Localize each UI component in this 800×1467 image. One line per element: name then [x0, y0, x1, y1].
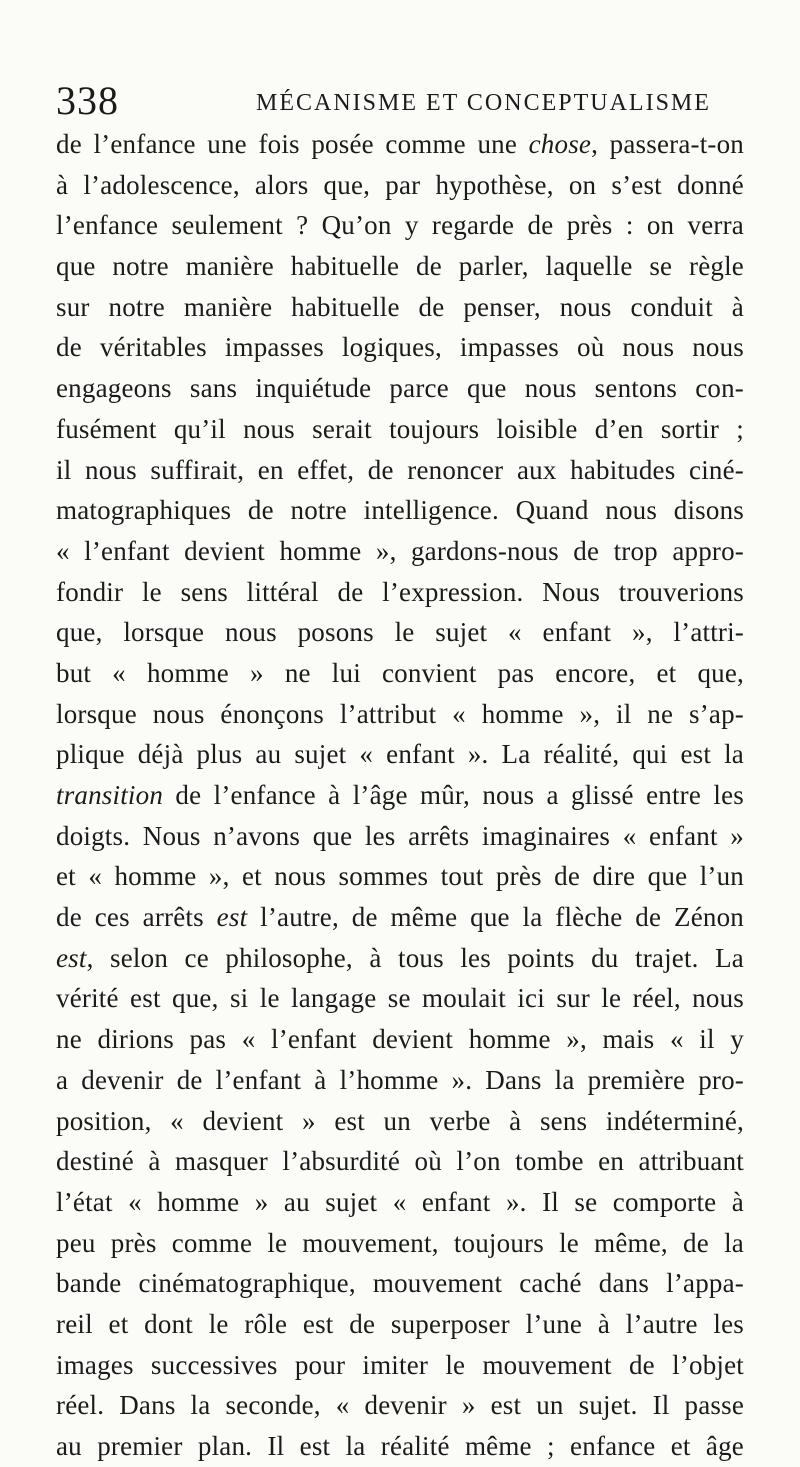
page-number: 338: [56, 78, 119, 123]
text-line: [56, 1060, 744, 1101]
text-run: matographiques de notre intelligence. Quand nous disons: [56, 495, 744, 526]
text-line: [56, 1426, 744, 1467]
text-line: [56, 1345, 744, 1386]
text-line: [56, 287, 744, 328]
text-run: , passera-t-on: [591, 129, 744, 159]
italic-text: est: [216, 902, 248, 933]
text-line: [56, 1385, 744, 1426]
text-run: au premier plan. Il est la réalité même ; enfance et âge: [56, 1431, 744, 1461]
text-run: engageons sans inquiétude parce que nous sentons con-: [56, 373, 744, 404]
text-run: images successives pour imiter le mouvement de l’objet: [56, 1349, 744, 1380]
text-run: reil et dont le rôle est de superposer l’une à l’autre les: [56, 1308, 744, 1339]
text-run: destiné à masquer l’absurdité où l’on tombe en attribuant: [56, 1146, 744, 1177]
text-line: [56, 775, 744, 816]
text-line: [56, 165, 744, 206]
text-run: peu près comme le mouvement, toujours le même, de la: [56, 1227, 744, 1258]
text-line: [56, 1304, 744, 1345]
text-line: [56, 653, 744, 694]
text-line: [56, 1019, 744, 1060]
text-line: [56, 205, 744, 246]
text-run: l’autre, de même que la flèche de Zénon: [247, 902, 744, 933]
text-run: sur notre manière habituelle de penser, nous conduit à: [56, 291, 744, 322]
text-run: « l’enfant devient homme », gardons-nous de trop appro-: [56, 535, 744, 566]
text-line: [56, 531, 744, 572]
text-line: [56, 450, 744, 491]
text-line: [56, 856, 744, 897]
text-line: [56, 1263, 744, 1304]
text-run: but « homme » ne lui convient pas encore, et que,: [56, 657, 744, 688]
text-run: l’état « homme » au sujet « enfant ». Il se comporte à: [56, 1186, 744, 1217]
text-line: [56, 572, 744, 613]
italic-text: transition: [56, 780, 164, 810]
text-line: [56, 978, 744, 1019]
text-run: que, lorsque nous posons le sujet « enfant », l’attri-: [56, 617, 744, 648]
running-title: MÉCANISME ET CONCEPTUALISME: [256, 90, 711, 116]
text-line: [56, 409, 744, 450]
text-run: réel. Dans la seconde, « devenir » est un sujet. Il passe: [56, 1390, 744, 1421]
text-run: vérité est que, si le langage se moulait ici sur le réel, nous: [56, 983, 744, 1014]
text-line: [56, 694, 744, 735]
body-text: [56, 124, 744, 1467]
text-run: plique déjà plus au sujet « enfant ». La réalité, qui est la: [56, 739, 744, 770]
text-run: et « homme », et nous sommes tout près de dire que l’un: [56, 861, 744, 892]
text-run: de l’enfance une fois posée comme une: [56, 129, 529, 159]
text-line: [56, 1141, 744, 1182]
text-line: [56, 124, 744, 165]
text-run: doigts. Nous n’avons que les arrêts imaginaires « enfant »: [56, 820, 744, 851]
text-line: [56, 327, 744, 368]
text-line: [56, 897, 744, 938]
italic-text: chose: [528, 129, 592, 159]
text-run: de l’enfance à l’âge mûr, nous a glissé entre les: [163, 780, 744, 810]
text-line: [56, 612, 744, 653]
text-line: [56, 246, 744, 287]
text-run: l’enfance seulement ? Qu’on y regarde de près : on verra: [56, 210, 744, 241]
page-header: [56, 76, 756, 126]
text-line: [56, 490, 744, 531]
text-run: à l’adolescence, alors que, par hypothèse, on s’est donné: [56, 169, 744, 200]
text-run: ne dirions pas « l’enfant devient homme », mais « il y: [56, 1024, 744, 1055]
text-run: position, « devient » est un verbe à sens indéterminé,: [56, 1105, 744, 1136]
text-run: de véritables impasses logiques, impasses où nous nous: [56, 332, 744, 363]
italic-text: est: [56, 942, 87, 973]
text-run: il nous suffirait, en effet, de renoncer aux habitudes ciné-: [56, 454, 744, 485]
text-line: [56, 938, 744, 979]
text-line: [56, 1182, 744, 1223]
text-run: de ces arrêts: [56, 902, 217, 933]
text-line: [56, 816, 744, 857]
text-line: [56, 734, 744, 775]
text-run: a devenir de l’enfant à l’homme ». Dans la première pro-: [56, 1064, 744, 1095]
text-line: [56, 1223, 744, 1264]
text-run: lorsque nous énonçons l’attribut « homme », il ne s’ap-: [56, 698, 744, 729]
text-run: que notre manière habituelle de parler, laquelle se règle: [56, 251, 744, 282]
text-run: bande cinématographique, mouvement caché dans l’appa-: [56, 1268, 744, 1299]
text-run: fusément qu’il nous serait toujours loisible d’en sortir ;: [56, 413, 744, 444]
text-run: , selon ce philosophe, à tous les points du trajet. La: [86, 942, 744, 973]
text-line: [56, 1101, 744, 1142]
text-run: fondir le sens littéral de l’expression. Nous trouverions: [56, 576, 744, 607]
text-line: [56, 368, 744, 409]
